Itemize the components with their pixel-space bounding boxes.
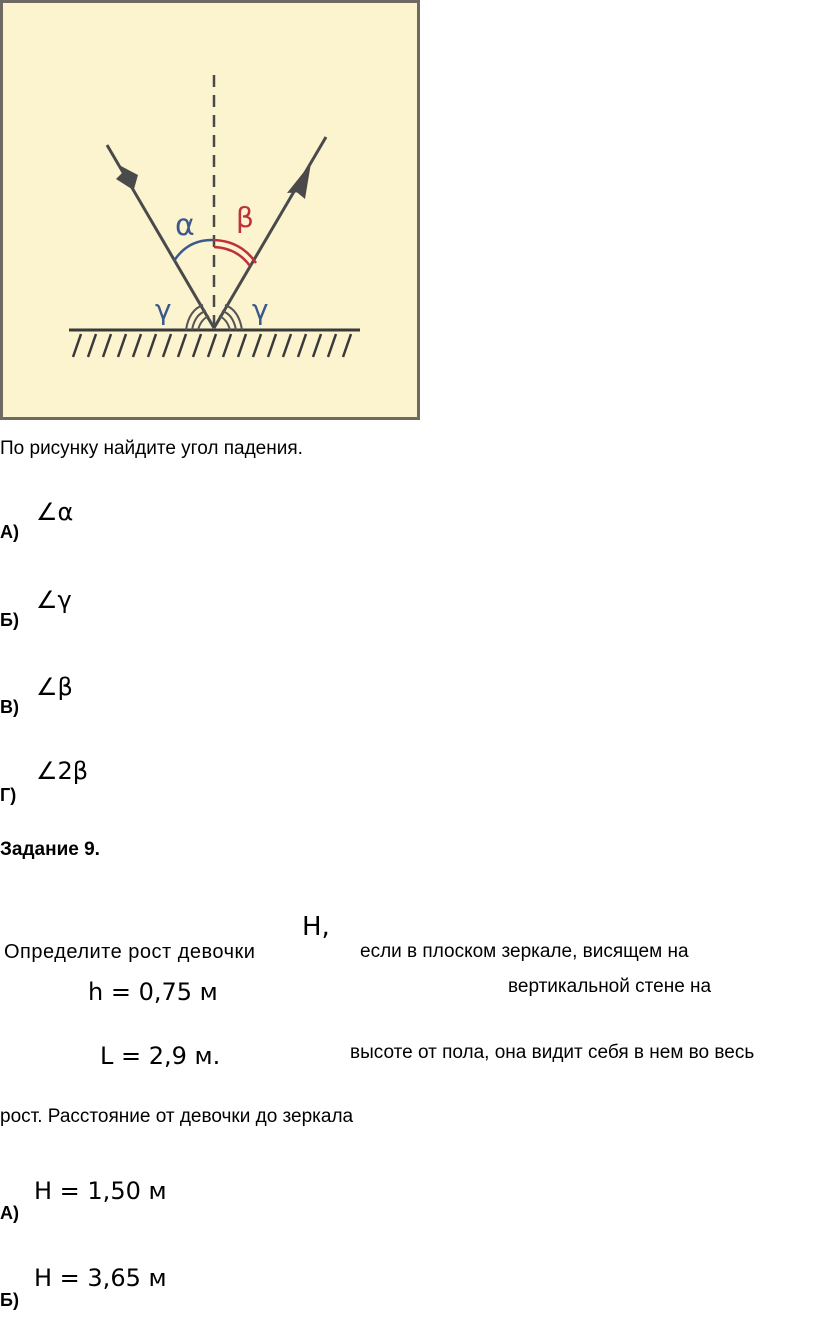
task9-line2-rest: вертикальной стене на xyxy=(508,976,712,997)
task9-H-symbol: H, xyxy=(302,912,330,942)
gamma-left-arcs xyxy=(186,305,209,330)
option-b-value[interactable]: ∠γ xyxy=(36,586,72,614)
task9-option-a-letter[interactable]: А) xyxy=(0,1203,19,1223)
beta-label: β xyxy=(236,201,254,234)
task9-option-b-value[interactable]: H = 3,65 м xyxy=(34,1264,167,1292)
question-prompt: По рисунку найдите угол падения. xyxy=(0,438,303,459)
reflection-diagram xyxy=(0,0,420,420)
option-a-letter[interactable]: А) xyxy=(0,522,19,542)
alpha-label: α xyxy=(175,208,195,243)
task9-title: Задание 9. xyxy=(0,839,100,860)
gamma-left-label: γ xyxy=(155,293,172,326)
alpha-arc xyxy=(174,240,214,261)
mirror-hatching xyxy=(73,334,351,357)
option-d-value[interactable]: ∠2β xyxy=(36,757,89,785)
option-c-letter[interactable]: В) xyxy=(0,697,19,717)
task9-intro: Определите рост девочки xyxy=(4,941,256,963)
reflection-diagram-svg xyxy=(3,3,423,423)
task9-option-a-value[interactable]: H = 1,50 м xyxy=(34,1177,167,1205)
task9-line1-rest: если в плоском зеркале, висящем на xyxy=(360,941,689,962)
option-a-value[interactable]: ∠α xyxy=(36,498,74,526)
gamma-right-label: γ xyxy=(252,293,269,326)
option-b-letter[interactable]: Б) xyxy=(0,610,19,630)
option-d-letter[interactable]: Г) xyxy=(0,785,17,805)
task9-option-b-letter[interactable]: Б) xyxy=(0,1290,19,1310)
option-c-value[interactable]: ∠β xyxy=(36,673,73,701)
task9-h-formula: h = 0,75 м xyxy=(88,978,218,1006)
task9-L-formula: L = 2,9 м. xyxy=(100,1042,221,1070)
task9-line4: рост. Расстояние от девочки до зеркала xyxy=(0,1106,354,1127)
task9-line3-rest: высоте от пола, она видит себя в нем во весь xyxy=(350,1042,755,1063)
gamma-right-arcs xyxy=(219,305,242,330)
